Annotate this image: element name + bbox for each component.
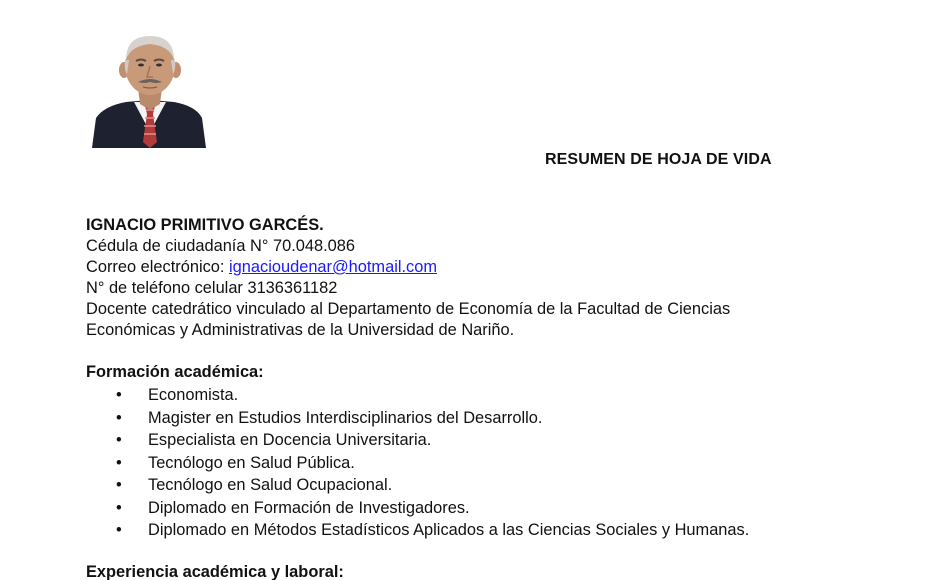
bullet-icon: • (116, 521, 122, 539)
profile-photo (90, 30, 208, 148)
list-item (86, 497, 916, 520)
formacion-heading: Formación académica: (86, 363, 264, 381)
list-item (86, 429, 916, 452)
email-label: Correo electrónico: (86, 258, 230, 276)
list-item (86, 452, 916, 475)
list-item (86, 474, 916, 497)
bullet-icon: • (116, 498, 122, 517)
resume-body (86, 215, 916, 580)
list-item-text: Diplomado en Formación de Investigadores. (148, 498, 470, 517)
description-line-1: Docente catedrático vinculado al Departamento de Economía de la Facultad de Ciencias (86, 300, 731, 318)
bullet-icon: • (116, 476, 122, 494)
formacion-list (86, 384, 916, 542)
list-item-text: Economista. (148, 386, 239, 404)
document-title: RESUMEN DE HOJA DE VIDA (545, 151, 772, 168)
description-line-2: Económicas y Administrativas de la Universidad de Nariño. (86, 321, 515, 339)
portrait-image (90, 30, 208, 148)
email-line (86, 257, 916, 278)
bullet-icon: • (116, 386, 122, 404)
list-item-text: Magister en Estudios Interdisciplinarios del Desarrollo. (148, 408, 543, 427)
experiencia-heading: Experiencia académica y laboral: (86, 562, 344, 580)
person-name: IGNACIO PRIMITIVO GARCÉS. (86, 216, 324, 234)
phone-line: N° de teléfono celular 3136361182 (86, 279, 338, 297)
email-link[interactable]: ignacioudenar@hotmail.com (229, 258, 438, 276)
list-item (86, 407, 916, 430)
bullet-icon: • (116, 408, 122, 427)
bullet-icon: • (116, 431, 122, 449)
id-number: Cédula de ciudadanía N° 70.048.086 (86, 237, 356, 255)
list-item-text: Especialista en Docencia Universitaria. (148, 431, 432, 449)
list-item (86, 384, 916, 407)
list-item-text: Tecnólogo en Salud Ocupacional. (148, 476, 393, 494)
list-item-text: Tecnólogo en Salud Pública. (148, 453, 355, 472)
list-item-text: Diplomado en Métodos Estadísticos Aplicados a las Ciencias Sociales y Humanas. (148, 521, 750, 539)
list-item (86, 519, 916, 542)
bullet-icon: • (116, 453, 122, 472)
